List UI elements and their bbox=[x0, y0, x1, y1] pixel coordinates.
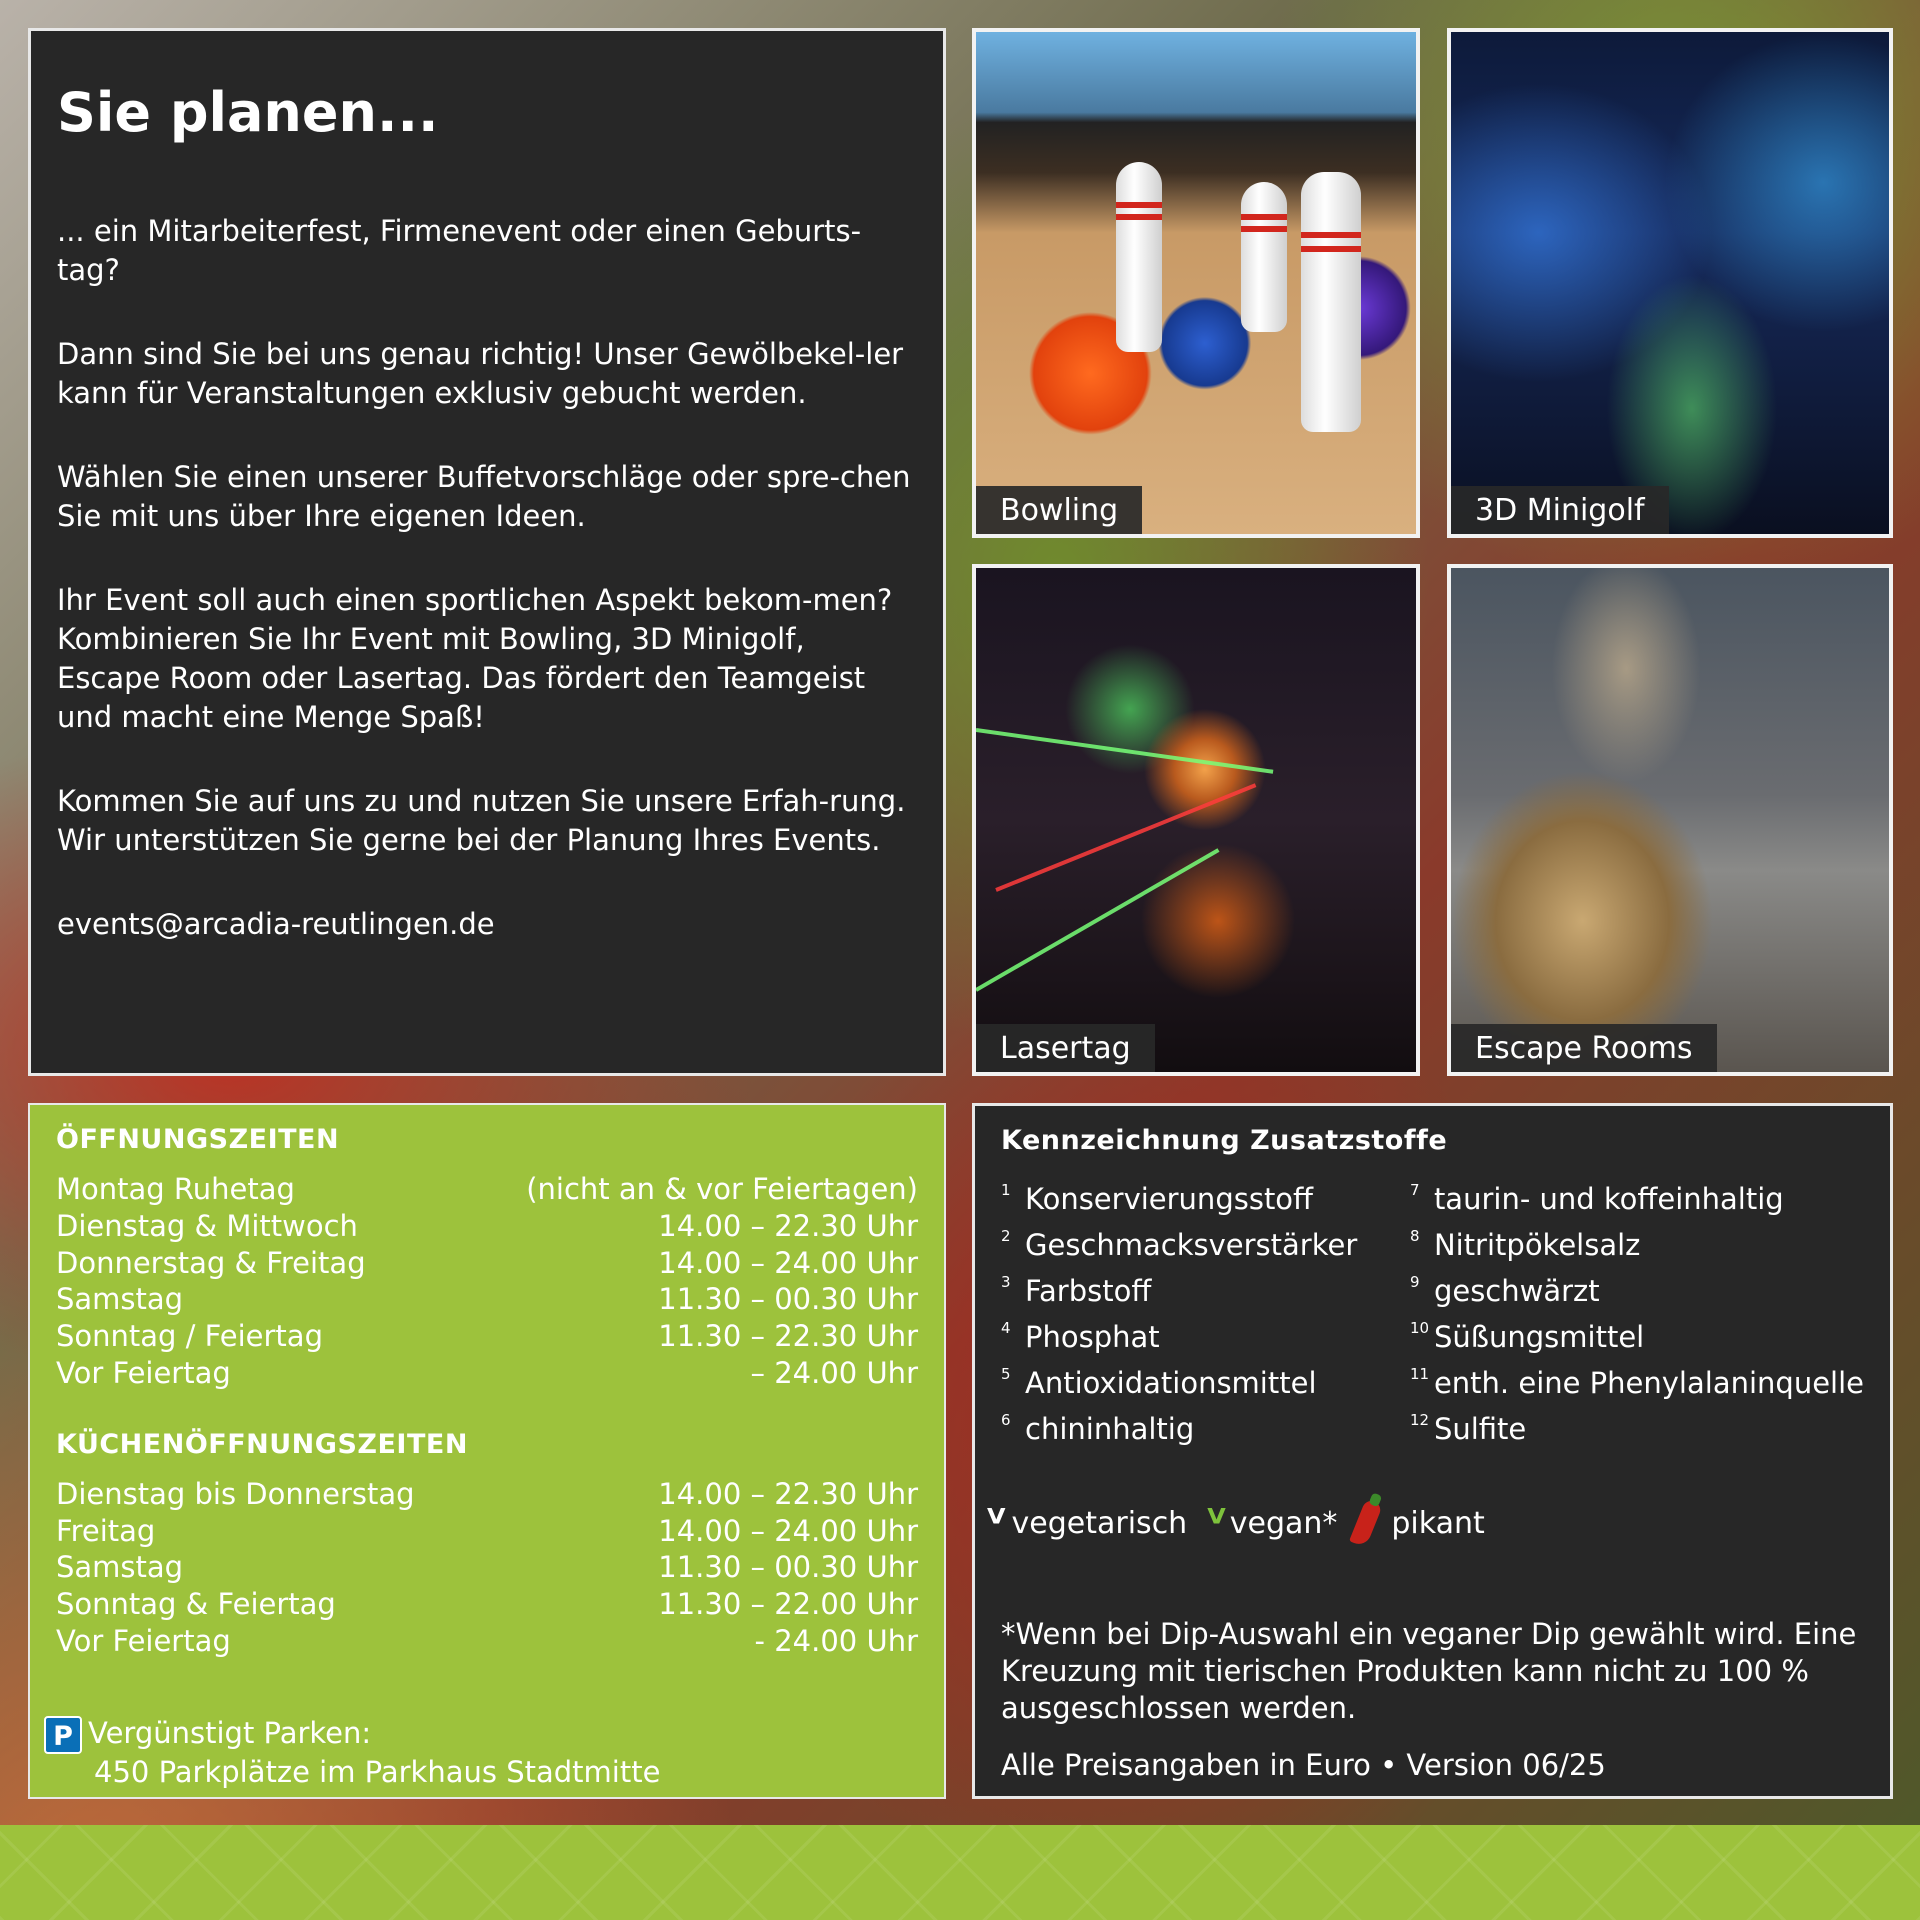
bowling-pin-graphic bbox=[1241, 182, 1287, 332]
hours-time: 14.00 – 24.00 Uhr bbox=[658, 1245, 918, 1280]
kitchen-hours-title: KÜCHENÖFFNUNGSZEITEN bbox=[56, 1428, 468, 1460]
additive-label: Konservierungsstoff bbox=[1025, 1182, 1314, 1216]
legend-label: pikant bbox=[1391, 1505, 1485, 1541]
additive-label: Süßungsmittel bbox=[1433, 1320, 1645, 1354]
parking-icon: P bbox=[44, 1716, 82, 1754]
additive-item bbox=[1410, 1218, 1864, 1264]
additives-list bbox=[1001, 1172, 1864, 1448]
hours-time: - 24.00 Uhr bbox=[754, 1623, 918, 1658]
hours-day: Sonntag / Feiertag bbox=[56, 1319, 323, 1354]
hours-time: 11.30 – 00.30 Uhr bbox=[658, 1550, 918, 1585]
additive-label: Farbstoff bbox=[1025, 1274, 1152, 1308]
additive-label: Antioxidationsmittel bbox=[1025, 1366, 1317, 1400]
laser-beam-graphic bbox=[976, 728, 1274, 774]
additive-label: chininhaltig bbox=[1025, 1412, 1195, 1446]
additive-item bbox=[1001, 1218, 1410, 1264]
hours-day: Donnerstag & Freitag bbox=[56, 1245, 366, 1280]
additive-label: Nitritpökelsalz bbox=[1433, 1228, 1641, 1262]
kitchen-hours-row bbox=[56, 1476, 918, 1513]
hours-time: 11.30 – 22.00 Uhr bbox=[658, 1587, 918, 1622]
laser-beam-graphic bbox=[975, 848, 1219, 991]
additive-item bbox=[1001, 1402, 1410, 1448]
parking-details: 450 Parkplätze im Parkhaus Stadtmitte bbox=[94, 1755, 661, 1789]
intro-paragraph: ... ein Mitarbeiterfest, Firmenevent oder einen Geburts-tag? bbox=[57, 214, 862, 287]
additive-label: geschwärzt bbox=[1433, 1274, 1600, 1308]
hours-row bbox=[56, 1318, 918, 1355]
hours-day: Montag Ruhetag bbox=[56, 1172, 295, 1206]
additive-label: taurin- und koffeinhaltig bbox=[1433, 1182, 1784, 1216]
additive-number: 10 bbox=[1409, 1319, 1430, 1337]
legend-vegetarian bbox=[987, 1501, 1187, 1545]
hours-day: Samstag bbox=[56, 1550, 184, 1585]
additive-number: 8 bbox=[1409, 1227, 1420, 1245]
legend-label: vegan* bbox=[1229, 1505, 1338, 1541]
hours-row bbox=[56, 1208, 918, 1245]
additive-label: Phosphat bbox=[1025, 1320, 1160, 1354]
additive-item bbox=[1410, 1172, 1864, 1218]
additive-item bbox=[1410, 1402, 1864, 1448]
bottom-pattern-band bbox=[0, 1825, 1920, 1920]
additive-item bbox=[1410, 1356, 1864, 1402]
parking-info bbox=[44, 1715, 660, 1791]
additive-number: 5 bbox=[1001, 1365, 1011, 1383]
vegan-leaf-icon: ⱽ bbox=[1207, 1501, 1226, 1545]
escape-room-photo bbox=[1447, 564, 1893, 1076]
vegan-footnote: *Wenn bei Dip-Auswahl ein veganer Dip gewählt wird. Eine Kreuzung mit tierischen Produkten kann nicht zu 100 % ausgeschlossen werden. bbox=[1001, 1617, 1857, 1725]
hours-day: Dienstag & Mittwoch bbox=[56, 1208, 358, 1243]
additive-number: 7 bbox=[1409, 1181, 1420, 1199]
hours-time: – 24.00 Uhr bbox=[750, 1355, 918, 1390]
parking-title: Vergünstigt Parken: bbox=[88, 1716, 372, 1750]
additive-number: 11 bbox=[1409, 1365, 1430, 1383]
additive-number: 9 bbox=[1409, 1273, 1420, 1291]
hours-day: Sonntag & Feiertag bbox=[56, 1587, 336, 1622]
price-note: Alle Preisangaben in Euro • Version 06/25 bbox=[1001, 1748, 1606, 1782]
bowling-pin-graphic bbox=[1301, 172, 1361, 432]
additive-number: 2 bbox=[1001, 1227, 1011, 1245]
kitchen-hours-row bbox=[56, 1586, 918, 1623]
intro-panel bbox=[28, 28, 946, 1076]
intro-title: Sie planen... bbox=[57, 81, 439, 144]
minigolf-label: 3D Minigolf bbox=[1451, 486, 1669, 534]
hours-row bbox=[56, 1355, 918, 1392]
hours-day: Freitag bbox=[56, 1513, 156, 1548]
bowling-label: Bowling bbox=[976, 486, 1142, 534]
opening-hours-panel bbox=[28, 1103, 946, 1799]
hours-row bbox=[56, 1245, 918, 1282]
additive-item bbox=[1001, 1264, 1410, 1310]
additive-item bbox=[1001, 1172, 1410, 1218]
additive-item bbox=[1001, 1310, 1410, 1356]
legend-vegan bbox=[1207, 1501, 1337, 1545]
hours-time: 14.00 – 24.00 Uhr bbox=[658, 1513, 918, 1548]
hours-day: Dienstag bis Donnerstag bbox=[56, 1476, 415, 1511]
additive-label: enth. eine Phenylalaninquelle bbox=[1433, 1366, 1864, 1400]
intro-paragraph: Wählen Sie einen unserer Buffetvorschläge oder spre-chen Sie mit uns über Ihre eigenen Ideen. bbox=[57, 460, 911, 533]
additive-number: 6 bbox=[1001, 1411, 1011, 1429]
hours-row bbox=[56, 1281, 918, 1318]
intro-paragraph: Ihr Event soll auch einen sportlichen Aspekt bekom-men? Kombinieren Sie Ihr Event mit Bowling, 3D Minigolf, Escape Room oder Lasertag. Das fördert den Teamgeist und macht eine Menge Spaß! bbox=[57, 583, 893, 734]
additive-number: 12 bbox=[1409, 1411, 1430, 1429]
kitchen-hours-row bbox=[56, 1549, 918, 1586]
hours-time: 14.00 – 22.30 Uhr bbox=[658, 1208, 918, 1243]
additive-number: 4 bbox=[1001, 1319, 1011, 1337]
additive-item bbox=[1410, 1310, 1864, 1356]
additives-panel bbox=[972, 1103, 1893, 1799]
additive-number: 3 bbox=[1001, 1273, 1011, 1291]
opening-hours-list bbox=[56, 1171, 918, 1392]
bowling-pin-graphic bbox=[1116, 162, 1162, 352]
minigolf-photo bbox=[1447, 28, 1893, 538]
escape-room-label: Escape Rooms bbox=[1451, 1024, 1717, 1072]
hours-time: (nicht an & vor Feiertagen) bbox=[526, 1172, 918, 1206]
additive-item bbox=[1410, 1264, 1864, 1310]
intro-paragraph: Dann sind Sie bei uns genau richtig! Unser Gewölbekel-ler kann für Veranstaltungen exklusiv gebucht werden. bbox=[57, 337, 904, 410]
legend-spicy bbox=[1357, 1500, 1484, 1546]
hours-row bbox=[56, 1171, 918, 1208]
kitchen-hours-row bbox=[56, 1513, 918, 1550]
intro-paragraph: Kommen Sie auf uns zu und nutzen Sie unsere Erfah-rung. Wir unterstützen Sie gerne bei der Planung Ihres Events. bbox=[57, 784, 906, 857]
additive-label: Geschmacksverstärker bbox=[1025, 1228, 1358, 1262]
kitchen-hours-list bbox=[56, 1476, 918, 1660]
opening-hours-title: ÖFFNUNGSZEITEN bbox=[56, 1124, 340, 1155]
additives-column bbox=[1001, 1172, 1410, 1448]
events-email-link[interactable]: events@arcadia-reutlingen.de bbox=[57, 907, 495, 941]
legend-label: vegetarisch bbox=[1011, 1505, 1188, 1541]
additive-item bbox=[1001, 1356, 1410, 1402]
additives-column bbox=[1410, 1172, 1864, 1448]
hours-time: 11.30 – 22.30 Uhr bbox=[658, 1319, 918, 1354]
lasertag-label: Lasertag bbox=[976, 1024, 1155, 1072]
chili-pepper-icon bbox=[1349, 1498, 1383, 1547]
hours-time: 14.00 – 22.30 Uhr bbox=[658, 1476, 918, 1511]
hours-day: Vor Feiertag bbox=[56, 1355, 231, 1390]
kitchen-hours-row bbox=[56, 1623, 918, 1660]
laser-beam-graphic bbox=[995, 783, 1256, 892]
hours-time: 11.30 – 00.30 Uhr bbox=[658, 1282, 918, 1317]
leaf-outline-icon: ⱽ bbox=[987, 1501, 1006, 1545]
hours-day: Samstag bbox=[56, 1282, 184, 1317]
diet-legend bbox=[987, 1500, 1864, 1546]
hours-day: Vor Feiertag bbox=[56, 1623, 231, 1658]
additive-label: Sulfite bbox=[1433, 1412, 1527, 1446]
additives-title: Kennzeichnung Zusatzstoffe bbox=[1001, 1125, 1448, 1156]
additive-number: 1 bbox=[1001, 1181, 1011, 1199]
bowling-photo bbox=[972, 28, 1420, 538]
lasertag-photo bbox=[972, 564, 1420, 1076]
